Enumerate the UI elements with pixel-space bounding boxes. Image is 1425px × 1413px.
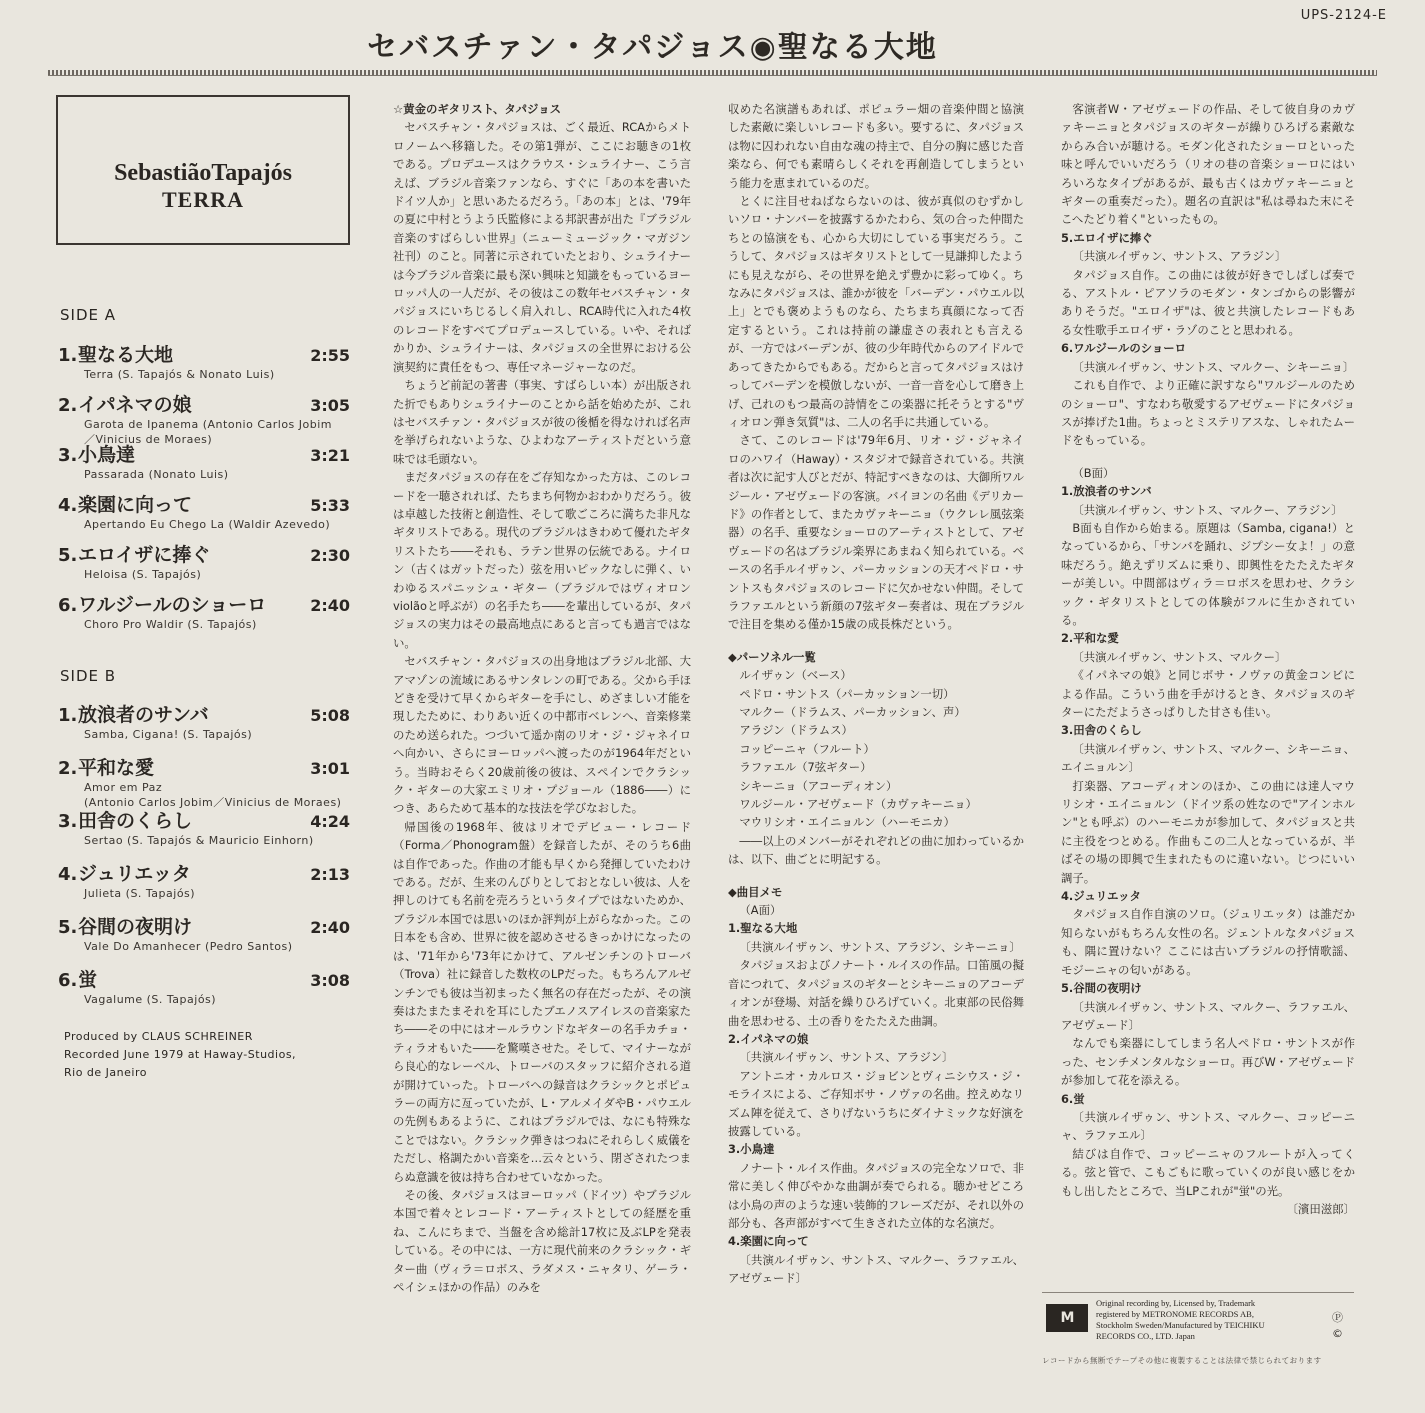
side-a-label: SIDE A [60,306,117,324]
paragraph [728,869,1024,883]
track-duration: 2:13 [310,865,350,884]
paragraph: ルイザゥン（ベース） [739,668,852,683]
paragraph: セバスチャン・タパジョスは、ごく最近、RCAからメトロノームへ移籍した。その第1弾が、ここにお聴きの1枚である。プロデユースはクラウス・シュライナー、こう言えば、ブラジル音楽ファンなら、すぐに「あの本を書いたドイツ人か」と思いあたるだろう。「あの本」とは、'79年の夏に中村とうよう氏監修による邦訳書が出た『ブラジル音楽のすばらしい世界』（ニューミュージック・マガジン社刊）のこと。同著に示されていたとおり、シュライナーは今ブラジル音楽に最も深い興味と知識をもっているヨーロッパ人の一人だが、その彼はこの数年セバスチャン・タパジョスにいちじるしく肩入れし、RCA時代に入れた4枚のレコードをすべてプロデュースしている。いや、そればかりか、シュライナーは、タパジョスの全世界における公演契約に責任をもつ、専任マネージャーなのだ。 [393,120,691,374]
track-original-title: Apertando Eu Chego La (Waldir Azevedo) [84,518,331,531]
section-heading: 6.蛍 [1061,1091,1085,1106]
track-number: 3. [58,811,78,832]
track-original-title: Garota de Ipanema (Antonio Carlos Jobim ／Vinicius de Moraes) [84,418,333,446]
track-title-jp: エロイザに捧ぐ [78,544,211,566]
track-title-jp: 田舎のくらし [78,810,193,832]
track-number: 4. [58,864,78,885]
liner-notes-column-2 [728,100,1024,1288]
track-original-title: Julieta (S. Tapajós) [84,887,196,900]
section-heading: 4.ジュリエッタ [1061,889,1141,904]
paragraph: ワルジール・アゼヴェード（カヴァキーニョ） [739,797,978,812]
paragraph: タパジョスおよびノナート・ルイスの作品。口笛風の擬音につれて、タパジョスのギターとシキーニョのアコーディオンが登場、対話を繰りひろげていく。北東部の民俗舞曲を思わせる、土の香りをたたえた曲調。 [728,958,1024,1028]
section-heading: 3.小鳥達 [728,1142,775,1157]
album-title-box [56,95,350,245]
paragraph: 〔共演ルイザゥン、サントス、アラジン、シキーニョ〕 [739,939,1021,954]
track-original-title: Sertao (S. Tapajós & Mauricio Einhorn) [84,834,314,847]
side-b-label: SIDE B [60,667,117,685]
track-title-jp: イパネマの娘 [78,394,192,416]
header-divider [48,70,1377,76]
paragraph: 客演者W・アゼヴェードの作品、そして彼自身のカヴァキーニョとタパジョスのギターが繰りひろげる素敵なからみ合いが聴ける。モダン化されたショーロといった味と呼んでいいだろう（リオの巷の音楽ショーロにはいろいろなタイプがあるが、最も古くはカヴァキーニョとギターの重奏だった）。題名の直訳は"私は尋ねた末にそこへたどり着く"といったもの。 [1061,102,1355,227]
track-number: 2. [58,758,78,779]
section-heading: 1.放浪者のサンバ [1061,484,1152,499]
paragraph [1061,450,1355,464]
section-heading: 2.イパネマの娘 [728,1031,809,1046]
paragraph: 〔濱田滋郎〕 [1286,1201,1355,1216]
track-title-jp: ワルジールのショーロ [78,594,267,616]
track-item [58,965,350,1007]
track-duration: 2:55 [310,346,350,365]
track-item [58,912,350,954]
paragraph: 帰国後の1968年、彼はリオでデビュー・レコード（Forma／Phonogram盤）を録音したが、そのうち6曲は自作であった。作曲の才能も早くから発揮していたわけである。だが、生来のんびりとしておとなしい彼は、人を押しのけても名前を売ろうというタイプではないためか、ブラジル本国では思いのほか評判が上がらなかった。この日本をも含め、世界に彼を認めさせるきっかけになったのは、'71年から'73年にかけて、アルゼンチンのトローバ（Trova）社に録音した数枚のLPだった。もちろんアルゼンチンでも彼は当初まったく無名の存在だったが、その演奏はたまたまそれを耳にしたブエノスアイレスの音楽家たち――その中にはオールラウンドなギターの名手カチョ・ティラオもいた――を驚嘆させた。そして、マイナーながら良心的なレーベル、トローバのスタッフに紹介される道が開けていった。トローバへの録音はクラシックとポピュラーの両方に亙っていたが、L・アルメイダやB・パウエルの先例もあるように、これはブラジルでは、なにも特殊なことではない。クラシック弾きはつねにそれらしく威儀をただし、格調たかい音楽を…云々という、閉ざされたつまらぬ意識を彼は持ち合わせていなかった。 [393,819,691,1184]
track-duration: 5:08 [310,706,350,725]
catalog-number: UPS-2124-E [1300,8,1387,23]
page-title: セバスチァン・タパジョス◉聖なる大地 [367,30,938,65]
track-number: 3. [58,445,78,466]
liner-notes-column-1 [393,100,691,1296]
paragraph: （B面） [1072,465,1115,480]
track-item [58,490,350,532]
paragraph: ラファエル（7弦ギター） [739,760,872,775]
track-number: 4. [58,495,78,516]
track-item [58,859,350,901]
track-duration: 5:33 [310,496,350,515]
section-heading: 5.谷間の夜明け [1061,981,1142,996]
liner-notes-column-3 [1061,100,1355,1218]
paragraph: ちょうど前記の著書（事実、すばらしい本）が出版された折でもありシュライナーのことから話を始めたが、これはセバスチァン・タパジョスが彼の後楯を得なければ名声を挙げられないような、ひよわなアーティストだという意味では毛頭ない。 [393,378,691,466]
paragraph: 〔共演ルイザゥン、サントス、マルクー〕 [1072,649,1287,664]
paragraph: 収めた名演譜もあれば、ポピュラー畑の音楽仲間と協演した素敵に楽しいレコードも多い。要するに、タパジョスは物に囚われない自由な魂の持主で、自分の胸に感じた音楽なら、何でも素晴らしくそれを再創造してしまうという能力を恵まれているのだ。 [728,102,1024,190]
paragraph: さて、このレコードは'79年6月、リオ・ジ・ジャネイロのハワイ（Haway）・スタジオで録音されている。共演者は次に記す人びとだが、特記すべきなのは、大御所ワルジール・アゼヴェードの客演。バイヨンの名曲《デリカード》の作者として、またカヴァキーニョ（ウクレレ風弦楽器）の名手、重要なショーロのアーティストとして、アゼヴェードの名はブラジル楽界にあまねく知られている。ベースの名手ルイザゥン、パーカッションの天才ペドロ・サントスもタパジョスのレコードに欠かせない仲間。そしてラファエルという新顔の7弦ギター奏者は、現在ブラジルで注目を集める僅か15歳の成長株だという。 [728,433,1024,632]
track-original-title: Samba, Cigana! (S. Tapajós) [84,728,253,741]
paragraph: マウリシオ・エイニョルン（ハーモニカ） [739,815,956,830]
track-duration: 2:30 [310,546,350,565]
track-original-title: Vale Do Amanhecer (Pedro Santos) [84,940,293,953]
paragraph: 〔共演ルイザゥン、サントス、アラジン〕 [1072,249,1287,264]
paragraph: なんでも楽器にしてしまう名人ペドロ・サントスが作った、センチメンタルなショーロ。再びW・アゼヴェードが参加して花を添える。 [1061,1036,1355,1088]
track-number: 1. [58,705,78,726]
track-title-jp: 平和な愛 [78,757,155,779]
track-title-jp: 聖なる大地 [78,344,174,366]
track-duration: 3:21 [310,446,350,465]
track-original-title: Heloisa (S. Tapajós) [84,568,202,581]
track-duration: 2:40 [310,918,350,937]
paragraph: 《イパネマの娘》と同じボサ・ノヴァの黄金コンビによる作品。こういう曲を手がけるとき、タパジョスのギターにただようさっぱりした甘さも佳い。 [1061,668,1355,719]
section-heading: 4.楽園に向って [728,1234,809,1249]
section-heading: 3.田舎のくらし [1061,723,1142,738]
track-number: 5. [58,917,78,938]
track-original-title: Amor em Paz (Antonio Carlos Jobim／Vinicius de Moraes) [84,781,342,809]
track-number: 1. [58,345,78,366]
copyright-marks: Ⓟ © [1332,1311,1343,1340]
track-title-jp: ジュリエッタ [78,863,191,885]
section-heading: 6.ワルジールのショーロ [1061,341,1187,356]
paragraph: ペドロ・サントス（パーカッション一切） [739,686,955,701]
paragraph: 〔共演ルイザゥン、サントス、マルクー、アラジン〕 [1072,502,1343,517]
paragraph: 〔共演ルイザゥン、サントス、マルクー、シキーニョ、エイニョルン〕 [1061,741,1355,775]
album-title: TERRA [161,186,244,212]
track-duration: 3:08 [310,971,350,990]
paragraph: マルクー（ドラムス、パーカッション、声） [739,705,966,719]
paragraph: ノナート・ルイス作曲。タパジョスの完全なソロで、非常に美しく伸びやかな曲調が奏でられる。聴かせどころは小鳥の声のような速い装飾的フレーズだが、それ以外の部分も、各声部がすべて生きされた立体的な名演だ。 [728,1160,1024,1230]
section-heading: ◆曲目メモ [728,884,783,899]
paragraph: 〔共演ルイザゥン、サントス、マルクー、ラファエル、アゼヴェード〕 [1061,999,1355,1032]
track-item [58,700,350,742]
metronome-logo-icon: M [1046,1304,1088,1332]
production-credits: Produced by CLAUS SCHREINER Recorded June 1979 at Haway-Studios, Rio de Janeiro [64,1030,297,1079]
paragraph: とくに注目せねばならないのは、彼が真似のむずかしいソロ・ナンバーを披露するかたわら、気の合った仲間たちとの協演をも、心から大切にしている事実だろう。こうして、タパジョスはギタリストとして一見謙抑したようにも見えながら、その世界を絶えず豊かに彩ってゆく。ちなみにタパジョスは、誰かが彼を「バーデン・パウエル以上」とでも褒めようものなら、たちまち真顔になって否定するという。これは持前の謙虚さの表れとも言えるが、一方ではバーデンが、彼の少年時代からのアイドルであってきたからでもある。だからと言ってタパジョスはけっしてバーデンを模倣しないが、一音一音を心して磨き上げ、己れのもつ最高の詩情をこの楽器に托そうとする"ヴィオロン弾き気質"は、二人の名手に共通している。 [728,194,1024,429]
track-original-title: Terra (S. Tapajós & Nonato Luis) [84,368,275,381]
paragraph: 結びは自作で、コッピーニャのフルートが入ってくる。弦と管で、こもごもに歌っていくのが良い感じをかもし出したところで、当LPこれが"蛍"の光。 [1061,1146,1355,1198]
paragraph: タパジョス自作。この曲には彼が好きでしばしば奏でる、アストル・ピアソラのモダン・タンゴからの影響がありそうだ。"エロイザ"は、彼と共演したレコードもある女性歌手エロイザ・ラゾのことと思われる。 [1061,267,1355,337]
paragraph: その後、タパジョスはヨーロッパ（ドイツ）やブラジル本国で着々とレコード・アーティストとしての経歴を重ね、こんにちまで、当盤を含め総計17枚に及ぶLPを発表している。その中には、一方に現代前来のクラシック・ギター曲（ヴィラ＝ロボス、ラダメス・ニャタリ、ゲーラ・ペイシェほかの作品）のみを [393,1187,691,1294]
track-title-jp: 谷間の夜明け [78,916,193,938]
track-number: 6. [58,970,78,991]
track-number: 5. [58,545,78,566]
paragraph: ――以上のメンバーがそれぞれどの曲に加わっているかは、以下、曲ごとに明記する。 [728,833,1024,867]
section-heading: 1.聖なる大地 [728,921,798,936]
track-duration: 3:01 [310,759,350,778]
section-heading: ◆パーソネル一覧 [728,649,816,664]
track-original-title: Choro Pro Waldir (S. Tapajós) [84,618,257,631]
track-item [58,540,350,582]
paragraph: これも自作で、より正確に訳すなら"ワルジールのためのショーロ"、すなわち敬愛するアゼヴェードにタパジョスが捧げた1曲。ちょっとミステリアスな、しゃれたムードをもっている。 [1061,378,1355,448]
paragraph: B面も自作から始まる。原題は（Samba, cigana!）となっているから、「サンバを踊れ、ジプシー女よ！」の意味だろう。絶えずリズムに乗り、即興性をたたえたギターが美しい。中間部はヴィラ＝ロボスを思わせ、クラシック・ギタリストとしての体験がフルに生かされている。 [1061,520,1355,627]
track-item [58,806,350,848]
track-duration: 3:05 [310,396,350,415]
track-number: 2. [58,395,78,416]
paragraph: まだタパジョスの存在をご存知なかった方は、このレコードを一聴されれば、たちまち何物かおわかりだろう。彼は卓越した技術と創造性、そして歌ごころに満ちた非凡なギタリストである。現代のブラジルはきわめて優れたギタリストたち――それも、ラテン世界の伝統である。ナイロン（古くはガットだった）弦を用いピックなしに弾く、いわゆるスパニッシュ・ギター（ブラジルではヴィオロンviolãoと呼ぶが）の名手たち――を輩出しているが、タパジョスの実力はその最高地点にあると言っても過言ではない。 [393,470,691,650]
track-item [58,340,350,382]
track-original-title: Passarada (Nonato Luis) [84,468,229,481]
paragraph: アラジン（ドラムス） [739,723,853,738]
paragraph: （A面） [739,903,782,918]
track-item [58,390,350,447]
track-title-jp: 蛍 [78,969,98,991]
paragraph: 〔共演ルイザゥン、サントス、マルクー、シキーニョ〕 [1072,359,1355,374]
paragraph: 〔共演ルイザゥン、サントス、アラジン〕 [739,1050,954,1065]
paragraph: アントニオ・カルロス・ジョビンとヴィニシウス・ジ・モライスによる、ご存知ボサ・ノヴァの名曲。控えめなリズム陣を従えて、さりげないうちにダイナミックな好演を披露している。 [728,1068,1024,1138]
track-duration: 4:24 [310,812,350,831]
track-title-jp: 楽園に向って [78,494,193,516]
track-number: 6. [58,595,78,616]
paragraph: コッピーニャ（フルート） [739,741,875,756]
paragraph: 〔共演ルイザゥン、サントス、マルクー、コッピーニャ、ラファエル〕 [1061,1109,1355,1143]
track-item [58,590,350,632]
section-heading: 5.エロイザに捧ぐ [1061,230,1153,245]
paragraph: 〔共演ルイザゥン、サントス、マルクー、ラファエル、アゼヴェード〕 [728,1252,1024,1286]
section-heading: ☆黄金のギタリスト、タパジョス [393,102,561,116]
track-original-title: Vagalume (S. Tapajós) [84,993,217,1006]
paragraph: タパジョス自作自演のソロ。（ジュリエッタ）は誰だか知らないがもちろん女性の名。ジェントルなタパジョスも、隅に置けない？ここには古いブラジルの抒情歌謡、モジーニャの匂いがある。 [1061,907,1355,977]
track-title-jp: 放浪者のサンバ [78,704,209,726]
section-heading: 2.平和な愛 [1061,631,1119,646]
label-copyright-text: Original recording by, Licensed by, Trademark registered by METRONOME RECORDS AB, Stockholm Sweden/Manufactured by TEICHIKU RECORDS CO., LTD. Japan [1096,1298,1265,1341]
paragraph: セバスチャン・タパジョスの出身地はブラジル北部、大アマゾンの流域にあるサンタレンの町である。父から手ほどきを受けて早くからギターを手にし、めざましい才能を現したために、わりあい近くの中都市ベレンへ、音楽修業のため送られた。つづいて遥か南のリオ・ジ・ジャネイロへ向かい、さらにヨーロッパへ渡ったのが1964年だという。当時おそらく20歳前後の彼は、スペインでクラシック・ギターの大家エミリオ・プジョール（1886――）につき、あらためて基本的な技法を学びなおした。 [393,654,691,816]
copy-prohibition-note: レコードから無断でテープその他に複製することは法律で禁じられております [1042,1356,1322,1365]
track-item [58,753,350,810]
artist-name: SebastiãoTapajós [114,159,292,186]
track-title-jp: 小鳥達 [78,444,136,466]
paragraph: 打楽器、アコーディオンのほか、この曲には達人マウリシオ・エイニョルン（ドイツ系の姓なので"アインホルン"とも呼ぶ）のハーモニカが参加して、タパジョスと共に主役をつとめる。作曲もこの二人となっているが、半ばその場の即興で生まれたものに違いない。じつにいい調子。 [1061,778,1355,885]
track-duration: 2:40 [310,596,350,615]
paragraph [728,634,1024,648]
paragraph: シキーニョ（アコーディオン） [739,778,898,793]
track-item [58,440,350,482]
